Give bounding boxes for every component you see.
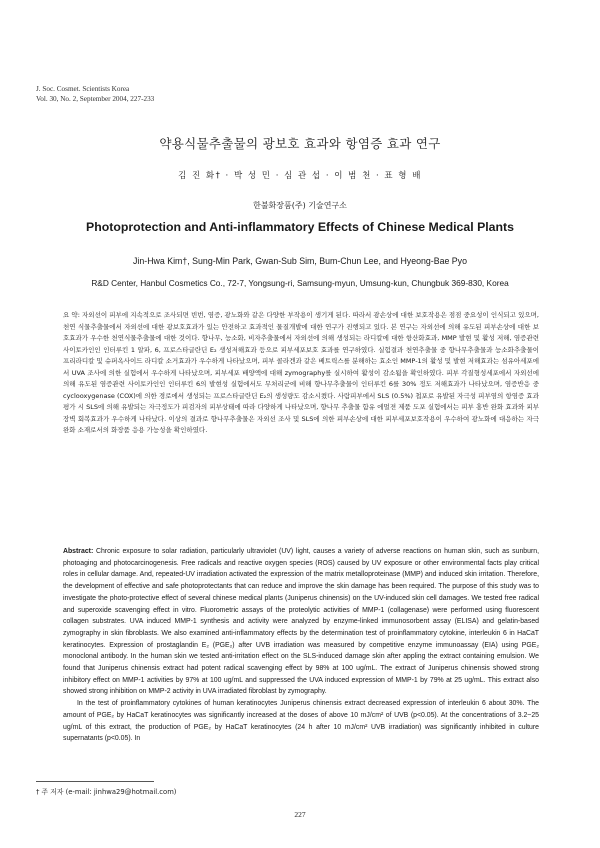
korean-summary: 요 약: 자외선이 피부에 지속적으로 조사되면 빈번, 염증, 광노화와 같은 다양한 부작용이 생기게 된다. 따라서 광손상에 대한 보호작용은 점점 중요성이 인식되고 있으며, 천연 식물추출물에서 자외선에 대한 광보호효과가 있는 안전하고 효과적인 물질개발에 대한 연구가 진행되고 있다. 본 연구는 자외선에 의해 유도된 피부손상에 대한 보호효과가 우수한 천연식물추출물에 대한 것이다. 향나무, 능소화, 비자추출물에서 자외선에 의해 생성되는 라디칼에 대한 항산화효과, MMP 발현 및 활성 저해, 염증관련 사이토카인인 인터루킨 1 알파, 6, 프로스타글란딘 E₂ 생성저해효과 등으로 피부세포보호 효과를 연구하였다. 실험결과 천연추출물 중 향나무추출물과 능소화추출물이 프리라디칼 및 슈퍼옥사이드 라디칼 소거효과가 우수하게 나타났으며, 피부 콜라겐과 같은 베트릭스를 분해하는 효소인 MMP-1의 활성 및 발현 저해효과는 섬유아세포에서 UVA 조사에 의한 실험에서 우수하게 나타났으며, 피부세포 배양액에 대해 zymography를 실시하여 활성이 감소됨을 확인하였다. 피부 각질형성세포에서 자외선에 의해 유도된 염증관련 사이토카인인 인터루킨 6의 발현성 실험에서도 무처리군에 비해 향나무추출물이 인터루킨 6를 30% 정도 저해효과가 나타났으며, 염증반응 중 cyclooxygenase (COX)에 의한 경로에서 생성되는 프로스타글란딘 E₂의 생성량도 감소시켰다. 사람피부에서 SLS (0.5%) 첩포로 유발된 자극성 피부염의 항염증 효과 평가 시 SLS에 의해 유발되는 자극정도가 피검자의 피부상태에 따라 다양하게 나타났으며, 향나무 추출물 함유 에멀젼 제품 도포 실험에서는 피부 홍반 완화 효과와 피부장벽 회복효과가 우수하게 나타났다. 이상의 결과로 향나무추출물은 자외선 조사 및 SLS에 의한 피부손상에 대한 피부세포보호작용이 우수하여 광노화에 대응하는 자극완화 소재로서의 화장품 응용 가능성을 확인하였다.: [63, 311, 539, 434]
abstract-label: Abstract:: [63, 548, 94, 555]
page-number: 227: [294, 810, 306, 819]
english-affiliation: R&D Center, Hanbul Cosmetics Co., 72-7, Yongsung-ri, Samsung-myun, Umsung-kun, Chungbuk 369-830, Korea: [91, 278, 509, 288]
english-title: Photoprotection and Anti-inflammatory Effects of Chinese Medical Plants: [86, 220, 514, 234]
english-abstract: [63, 546, 539, 745]
korean-affiliation: 한불화장품(주) 기술연구소: [253, 201, 347, 210]
journal-name: J. Soc. Cosmet. Scientists Korea: [36, 85, 130, 93]
abstract-paragraph-1: [63, 546, 539, 698]
corresponding-author-footnote: † 주 저자 (e-mail: jinhwa29@hotmail.com): [36, 788, 177, 796]
journal-volume: Vol. 30, No. 2, September 2004, 227-233: [36, 94, 155, 103]
korean-authors: 김 진 화† · 박 성 민 · 심 관 섭 · 이 범 천 · 표 형 배: [178, 171, 422, 181]
english-authors: Jin-Hwa Kim†, Sung-Min Park, Gwan-Sub Sim, Bum-Chun Lee, and Hyeong-Bae Pyo: [133, 256, 467, 266]
journal-citation: [36, 85, 154, 104]
abstract-text-1: Chronic exposure to solar radiation, particularly ultraviolet (UV) light, causes a variety of adverse reactions on human skin, such as sunburn, photoaging and photocarcinogenesis. Free radicals and reactive oxygen species (ROS) caused by UV exposure or other environmental facts play critical roles in cellular damage. And, repeated-UV irradiation activated the expression of the matrix metalloproteinase (MMP) and induced skin irritation. Therefore, the development of effective and safe photoprotectants that can reduce and improve the skin damage has been required. The purpose of this study was to investigate the photo-protective effect of several chinese medical plants (Juniperus chinensis) on the UV-induced skin cell damages. We tested free radical and superoxide scavenging effect in vitro. Fluorometric assays of the proteolytic activities of MMP-1 (collagenase) were performed using fluorescent collagen substrates. UVA induced MMP-1 synthesis and activity were analyzed by enzyme-linked immunosorbent assay (ELISA) and gelatin-based zymography in skin fibroblasts. We also examined anti-inflammatory effects by the determination test of proinflammatory cytokine, interleukin 6 in HaCaT keratinocytes. Expression of prostaglandin E₂ (PGE₂) after UVB irradiation was measured by competitive enzyme immunoassay (EIA) using PGE₂ monoclonal antibody. In the human skin we tested anti-irritation effect on the SLS-induced damage skin after appling the extract containing emulsion. We found that Juniperus chinensis extract had potent radical scavenging effect by 98% at 100 ug/mL. The extract of Juniperus chinensis showed strong inhibitory effect on MMP-1 activities by 97% at 100 ug/mL and suppressed the UVA induced expression of MMP-1 by 79% at 25 ug/mL. This extract also showed strong inhibition on MMP-2 activity in UVA irradiated fibroblast by zymography.: [63, 548, 539, 696]
korean-title: 약용식물추출물의 광보호 효과와 항염증 효과 연구: [159, 136, 441, 151]
footnote-divider: [36, 781, 154, 782]
abstract-paragraph-2: In the test of proinflammatory cytokines of human keratinocytes Juniperus chinensis extract decreased expression of interleukin 6 about 30%. The amount of PGE₂ by HaCaT keratinocytes was significantly increased at the doses of above 10 mJ/cm² of UVB (p<0.05). At the concentrations of 3.2~25 ug/mL of this extract, the production of PGE₂ by HaCaT keratinocytes (24 h after 10 mJ/cm² UVB irradiation) was significantly inhibited in culture supernatants (p<0.05). In: [63, 700, 539, 743]
